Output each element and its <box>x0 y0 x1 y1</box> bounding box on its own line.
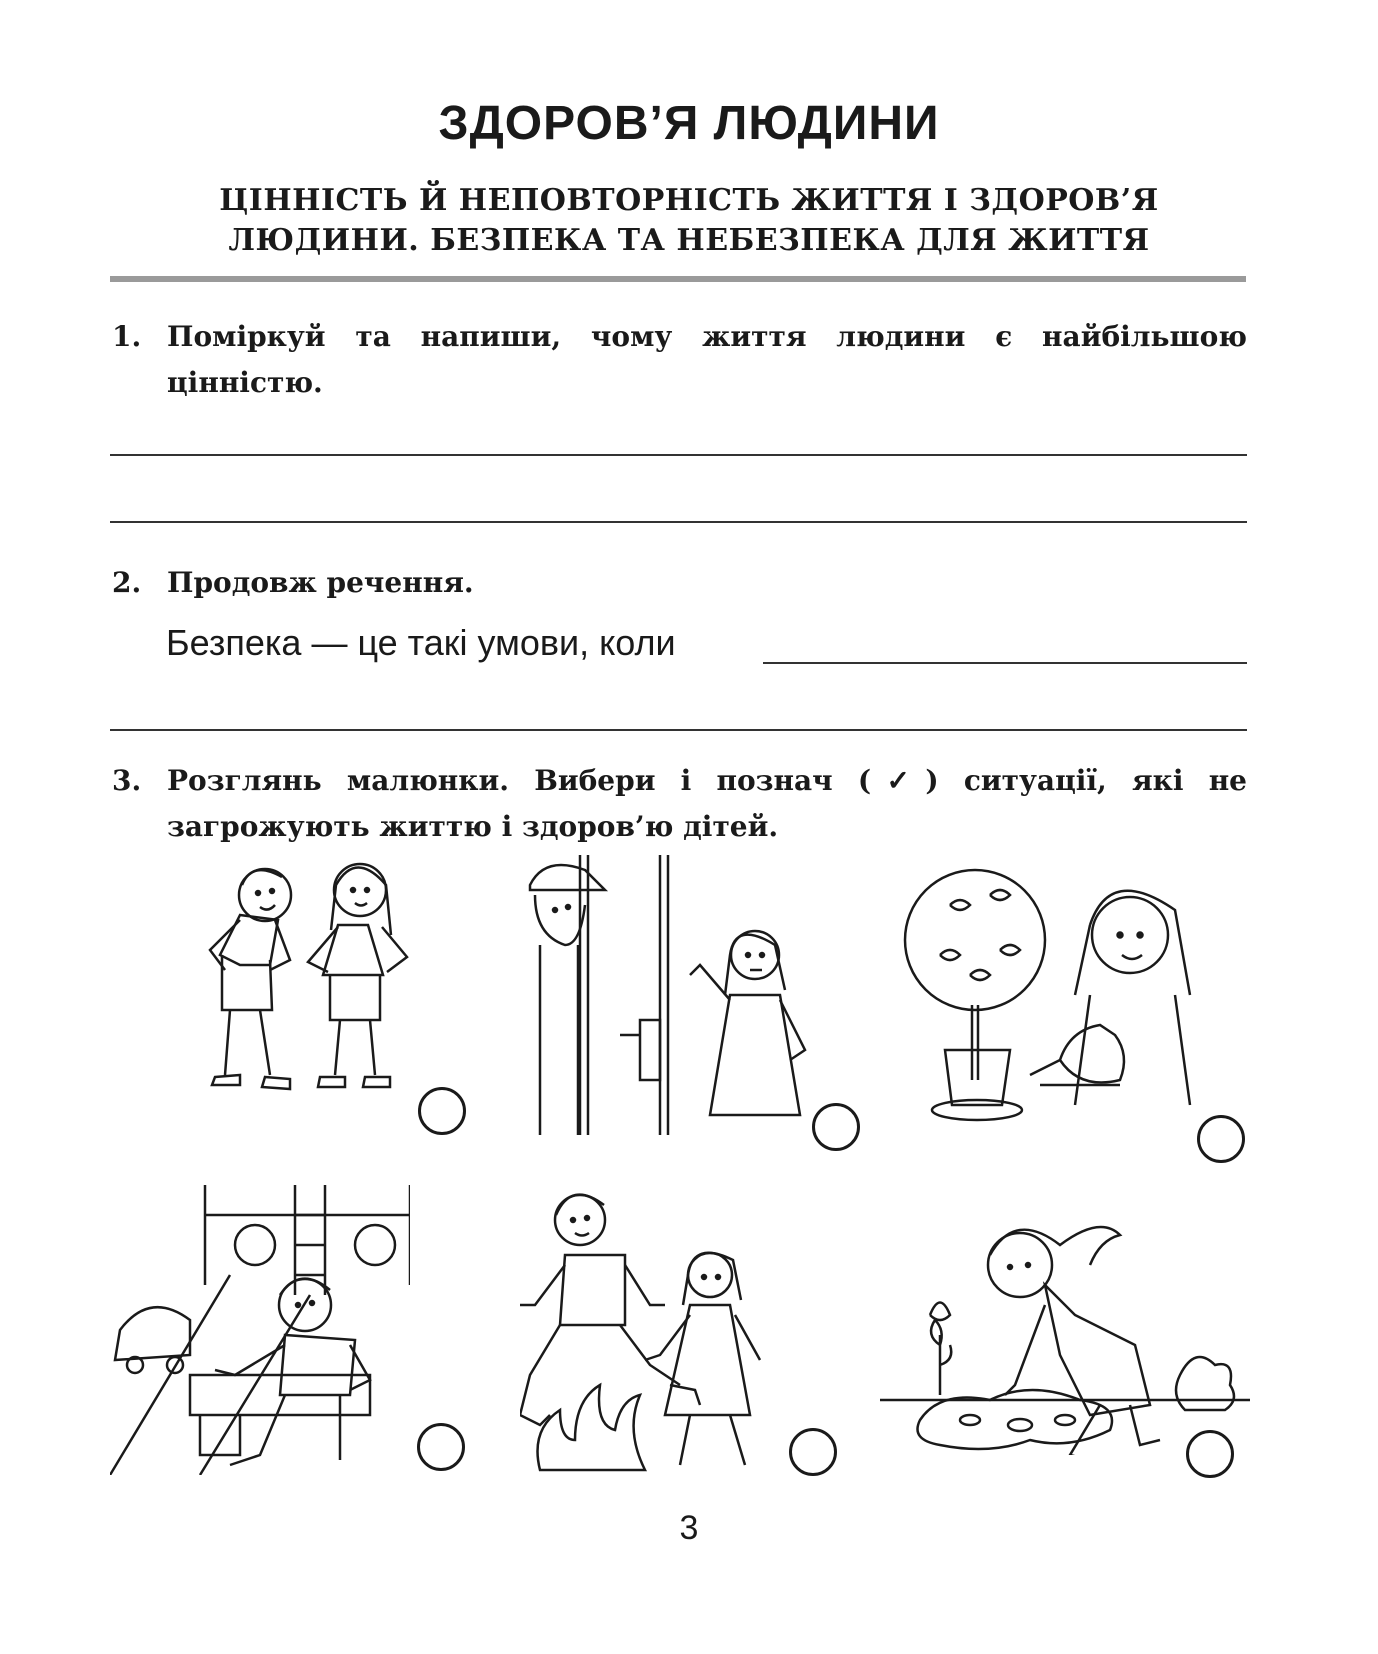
stranger-at-door-icon <box>520 855 820 1135</box>
task-text: Продовж речення. <box>167 566 474 599</box>
section-subtitle-line-1: ЦІННІСТЬ Й НЕПОВТОРНІСТЬ ЖИТТЯ І ЗДОРОВ’Я <box>219 183 1159 218</box>
task-text: Поміркуй та напиши, чому життя людини є найбільшою цінністю. <box>167 320 1247 399</box>
answer-line-4[interactable] <box>110 729 1247 731</box>
children-exercising-icon <box>160 855 410 1105</box>
girl-drinking-from-puddle-icon <box>880 1205 1250 1455</box>
children-jumping-over-fire-icon <box>520 1185 780 1475</box>
answer-circle-3[interactable] <box>1197 1115 1245 1163</box>
answer-line-1[interactable] <box>110 454 1247 456</box>
task-number: 2. <box>112 566 142 599</box>
answer-circle-5[interactable] <box>789 1428 837 1476</box>
girl-watering-plant-icon <box>900 855 1210 1125</box>
task-text: Розглянь малюнки. Вибери і познач (✓) ситуації, які не загрожують життю і здоров’ю дітей. <box>167 764 1247 843</box>
header-divider <box>110 276 1246 282</box>
boy-playing-near-road-icon <box>110 1185 410 1475</box>
answer-circle-2[interactable] <box>812 1103 860 1151</box>
task-2 <box>112 560 1247 606</box>
answer-circle-6[interactable] <box>1186 1430 1234 1478</box>
answer-circle-4[interactable] <box>417 1423 465 1471</box>
answer-line-2[interactable] <box>110 521 1247 523</box>
answer-line-3[interactable] <box>763 662 1247 664</box>
page-number: 3 <box>679 1509 699 1547</box>
sentence-start: Безпека — це такі умови, коли <box>166 622 676 663</box>
task-number: 1. <box>112 320 142 353</box>
answer-circle-1[interactable] <box>418 1087 466 1135</box>
task-1 <box>112 314 1247 406</box>
task-number: 3. <box>112 764 142 797</box>
page-title: ЗДОРОВ’Я ЛЮДИНИ <box>438 97 940 150</box>
task-3 <box>112 758 1247 850</box>
section-subtitle-line-2: ЛЮДИНИ. БЕЗПЕКА ТА НЕБЕЗПЕКА ДЛЯ ЖИТТЯ <box>228 223 1150 258</box>
